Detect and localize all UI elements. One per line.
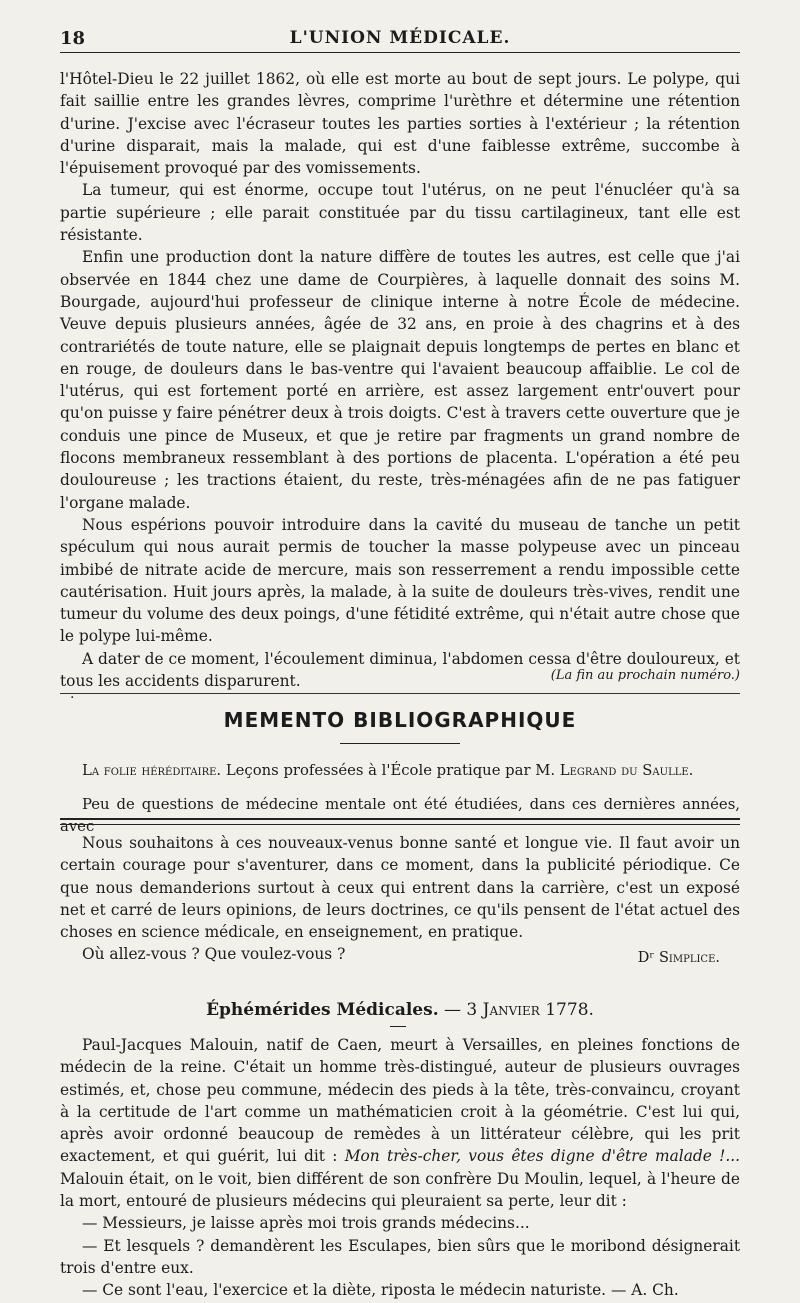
section-double-rule	[60, 818, 740, 825]
ephemerides-text: Paul-Jacques Malouin, natif de Caen, meurt à Versailles, en pleines fonctions de médecin de la reine. C'était un homme très-distingué, auteur de plusieurs ouvrages estimés, et, chose peu commune, médecin des pieds à la tête, très-convaincu, croyant à la certitude de l'art comme un mathématicien croit à la géométrie. C'est lui qui, après avoir ordonné beaucoup de remèdes à un littérateur célèbre, qui les prit exactement, et qui guérit, lui dit :	[60, 1036, 740, 1166]
dialogue-line-3: — Ce sont l'eau, l'exercice et la diète, riposta le médecin naturiste. — A. Ch.	[82, 1281, 679, 1300]
ephemerides-text-end: Malouin était, on le voit, bien différent de son confrère Du Moulin, lequel, à l'heure de la mort, entouré de plusieurs médecins qui pleuraient sa perte, leur dit :	[60, 1169, 740, 1211]
signature	[638, 950, 720, 966]
article-paragraph-3: Enfin une production dont la nature diffère de toutes les autres, est celle que j'ai observée en 1844 chez une dame de Courpières, à laquelle donnait des soins M. Bourgade, aujourd'hui professeur de clinique interne à notre École de médecine. Veuve depuis plusieurs années, âgée de 32 ans, en proie à des chagrins et à des contrariétés de toute nature, elle se plaignait depuis longtemps de pertes en blanc et en rouge, de douleurs dans le bas-ventre qui l'avaient beaucoup affaiblie. Le col de l'utérus, qui est fortement porté en arrière, est assez largement entr'ouvert pour qu'on puisse y faire pénétrer deux à trois doigts. C'est à travers cette ouverture que je conduis une pince de Museux, et que je retire par fragments un grand nombre de flocons membraneux ressemblant à des portions de placenta. L'opération a été peu douloureuse ; les tractions étaient, du reste, très-ménagées afin de ne pas fatiguer l'organe malade.	[60, 248, 740, 512]
article-end-rule	[60, 693, 740, 694]
separator-dot: .	[70, 686, 75, 702]
memento-title: MEMENTO BIBLIOGRAPHIQUE	[223, 708, 577, 732]
letter-paragraph: Nous souhaitons à ces nouveaux-venus bonne santé et longue vie. Il faut avoir un certain courage pour s'aventurer, dans ce moment, dans la publicité périodique. Ce que nous demanderions surtout à ceux qui entrent dans la carrière, c'est un exposé net et carré de leurs opinions, de leurs doctrines, ce qu'ils pensent de l'état actuel des choses en science médicale, en enseignement, en pratique.	[60, 834, 740, 942]
continuation-note: (La fin au prochain numéro.)	[550, 668, 740, 683]
entry-text: Peu de questions de médecine mentale ont été étudiées, dans ces dernières années, avec	[60, 796, 740, 835]
article-paragraph-1: l'Hôtel-Dieu le 22 juillet 1862, où elle est morte au bout de sept jours. Le polype, qui fait saillie entre les grandes lèvres, comprime l'urèthre et détermine une rétention d'urine. J'excise avec l'écraseur toutes les parties sorties à l'extérieur ; la rétention d'urine disparait, mais la malade, qui est d'une faiblesse extrême, succombe à l'épuisement provoqué par des vomissements.	[60, 70, 740, 178]
ephemerides-title	[60, 1000, 740, 1020]
memento-title-rule	[340, 743, 460, 744]
page-header	[60, 22, 740, 53]
entry-title: La folie héréditaire.	[82, 762, 222, 779]
signature-name: Simplice.	[658, 950, 720, 966]
running-title: L'UNION MÉDICALE.	[289, 28, 511, 48]
bibliography-heading-line	[60, 760, 740, 782]
article-body	[60, 68, 740, 692]
entry-rest: Leçons professées à l'École pratique par M.	[221, 762, 560, 779]
ephemerides-dash	[390, 1026, 406, 1027]
bibliography-entry	[60, 760, 740, 838]
dialogue-line-2: — Et lesquels ? demandèrent les Esculapes, bien sûrs que le moribond désignerait trois d'entre eux.	[60, 1236, 740, 1277]
entry-author: Legrand du Saulle.	[559, 762, 694, 779]
article-paragraph-5: A dater de ce moment, l'écoulement diminua, l'abdomen cessa d'être douloureux, et tous les accidents disparurent.	[60, 649, 740, 691]
article-paragraph-2: La tumeur, qui est énorme, occupe tout l'utérus, on ne peut l'énucléer qu'à sa partie supérieure ; elle parait constituée par du tissu cartilagineux, tant elle est résistante.	[60, 181, 740, 245]
ephemerides-body	[60, 1034, 740, 1302]
signature-prefix: Dʳ	[637, 950, 659, 966]
dialogue-line-1: — Messieurs, je laisse après moi trois grands médecins...	[82, 1214, 530, 1233]
page-number: 18	[60, 28, 86, 49]
letter-question: Où allez-vous ? Que voulez-vous ?	[82, 945, 346, 964]
ephemerides-date: Janvier 1778.	[482, 1000, 594, 1020]
article-paragraph-4: Nous espérions pouvoir introduire dans la cavité du museau de tanche un petit spéculum qui nous aurait permis de toucher la masse polypeuse avec un pinceau imbibé de nitrate acide de mercure, mais son resserrement a rendu impossible cette cautérisation. Huit jours après, la malade, à la suite de douleurs très-vives, rendit une tumeur du volume des deux poings, d'une fétidité extrême, qui n'était autre chose que le polype lui-même.	[60, 515, 740, 646]
ephemerides-heading: Éphémérides Médicales.	[206, 1000, 439, 1020]
ephemerides-paragraph	[60, 1034, 740, 1212]
ephemerides-separator: — 3	[438, 1000, 483, 1020]
ephemerides-quote: Mon très-cher, vous êtes digne d'être malade !...	[344, 1147, 740, 1166]
letter-body	[60, 832, 740, 966]
